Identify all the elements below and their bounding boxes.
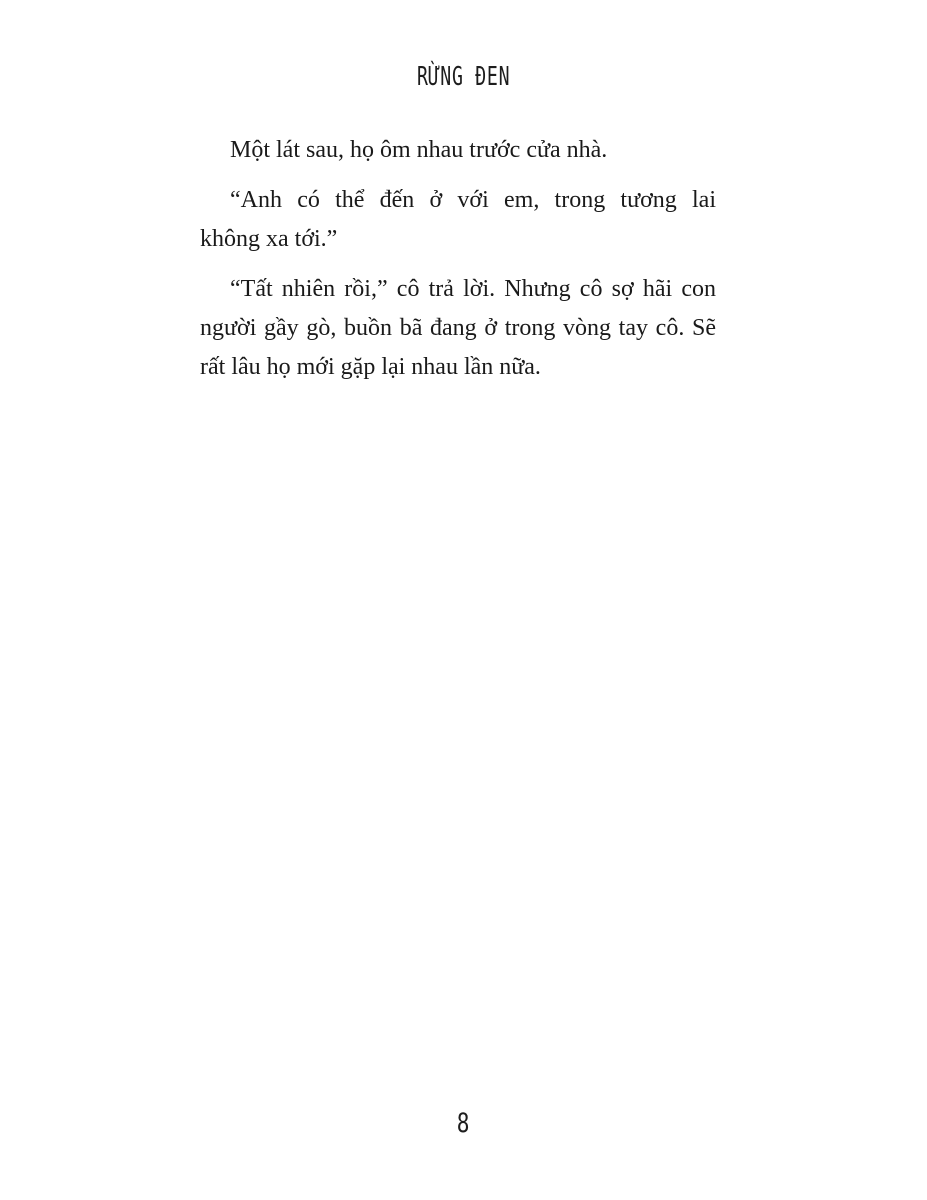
book-title: RỪNG ĐEN	[416, 62, 511, 92]
text-line: Một lát sau, họ ôm nhau trước cửa nhà.	[230, 137, 608, 163]
text-line: “Tất nhiên rồi,” cô trả lời. Nhưng cô sợ hãi con	[230, 276, 716, 302]
page-number	[0, 1108, 927, 1139]
paragraph	[200, 131, 716, 170]
text-block	[200, 131, 716, 398]
text-line: “Anh có thể đến ở với em, trong tương lai	[230, 187, 716, 213]
page-number-value: 8	[457, 1108, 470, 1139]
text-line: không xa tới.”	[200, 226, 338, 252]
text-line: người gầy gò, buồn bã đang ở trong vòng tay cô. Sẽ	[200, 315, 716, 341]
paragraph	[200, 270, 716, 387]
running-header	[0, 62, 927, 92]
text-line: rất lâu họ mới gặp lại nhau lần nữa.	[200, 354, 541, 380]
paragraph	[200, 181, 716, 259]
